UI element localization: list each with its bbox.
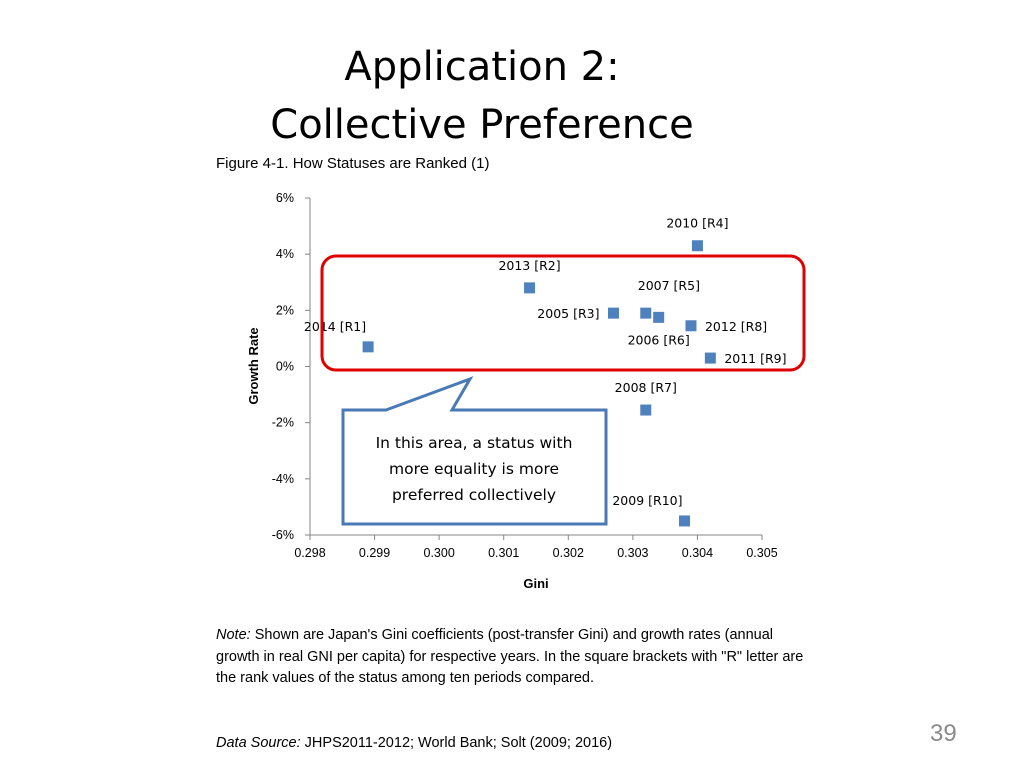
y-axis-label: Growth Rate (246, 327, 261, 405)
data-source (216, 735, 612, 751)
slide-title-line-1: Application 2: (344, 44, 620, 90)
data-point-label: 2012 [R8] (704, 318, 768, 334)
figure-caption: Figure 4-1. How Statuses are Ranked (1) (216, 155, 490, 172)
x-tick-label: 0.304 (681, 546, 714, 560)
x-axis-label: Gini (523, 576, 549, 591)
y-tick-label: -4% (271, 471, 294, 486)
slide-title-line-2: Collective Preference (270, 102, 694, 148)
note-paragraph (216, 625, 816, 690)
y-tick-label: 0% (275, 359, 294, 374)
data-point-marker (524, 282, 535, 293)
x-tick-label: 0.305 (746, 546, 778, 560)
x-tick-label: 0.302 (552, 546, 584, 560)
slide-number: 39 (930, 720, 957, 747)
callout-text-line: preferred collectively (391, 486, 557, 504)
x-tick-label: 0.301 (488, 546, 520, 560)
x-tick-label: 0.303 (617, 546, 649, 560)
y-tick-label: 4% (275, 247, 294, 262)
data-point-marker (640, 405, 651, 416)
data-point-label: 2011 [R9] (724, 351, 787, 367)
note-text: Shown are Japan's Gini coefficients (post-transfer Gini) and growth rates (annual growth in real GNI per capita) for respective years. In the square brackets with "R" letter are the rank values of the status among ten periods compared. (216, 627, 804, 686)
data-point-marker (692, 240, 703, 251)
data-point-label: 2013 [R2] (498, 257, 561, 273)
data-point-label: 2007 [R5] (637, 278, 700, 294)
data-point-label: 2006 [R6] (627, 332, 690, 348)
data-point-marker (705, 353, 716, 364)
x-tick-label: 0.299 (358, 546, 391, 560)
data-point-marker (608, 308, 619, 319)
note-label: Note: (216, 627, 251, 643)
data-point-marker (679, 515, 690, 526)
data-point-label: 2005 [R3] (537, 306, 600, 322)
y-tick-label: 6% (275, 191, 294, 205)
y-tick-label: -2% (271, 415, 294, 430)
x-tick-label: 0.300 (423, 546, 455, 560)
callout-text-line: more equality is more (388, 460, 560, 478)
callout-text-line: In this area, a status with (375, 434, 573, 452)
data-point-marker (640, 308, 651, 319)
source-text: JHPS2011-2012; World Bank; Solt (2009; 2016) (304, 735, 613, 751)
data-point-label: 2014 [R1] (303, 318, 367, 334)
y-tick-label: 2% (275, 303, 294, 318)
source-label: Data Source: (216, 735, 301, 751)
chart-annotation (322, 256, 804, 524)
x-tick-label: 0.298 (294, 546, 326, 560)
data-point-label: 2009 [R10] (612, 492, 683, 508)
data-point-marker (363, 341, 374, 352)
data-point-label: 2010 [R4] (666, 215, 729, 231)
data-point-marker (685, 320, 696, 331)
y-tick-label: -6% (271, 528, 294, 542)
data-point-label: 2008 [R7] (614, 380, 677, 396)
data-point-marker (653, 312, 664, 323)
